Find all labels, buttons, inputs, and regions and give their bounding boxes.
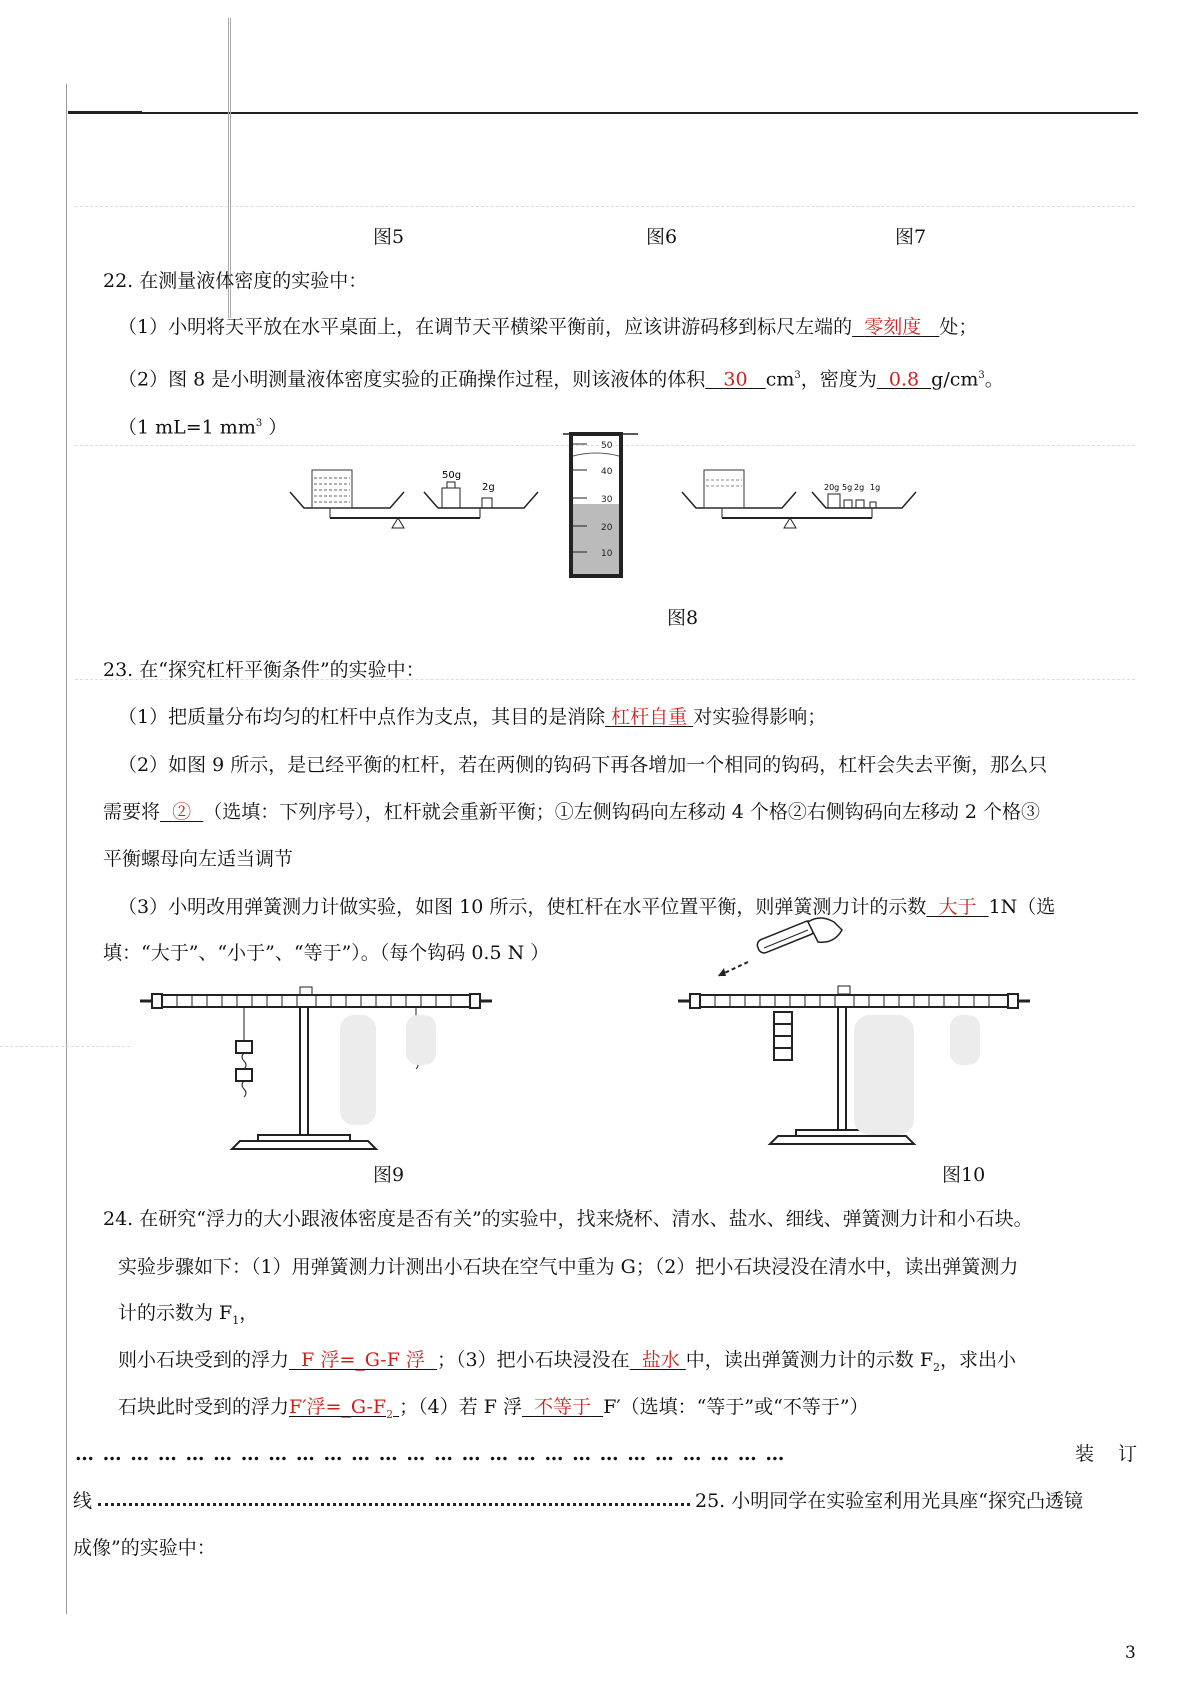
binding-label-zhuang: 装 xyxy=(1075,1443,1095,1465)
faint-rule-1 xyxy=(75,206,1135,207)
fig8-weight-20g: 20g xyxy=(824,483,840,492)
q22-answer-density: 0.8 xyxy=(888,368,920,391)
q22-stem: 22. 在测量液体密度的实验中： xyxy=(103,270,368,292)
binding-dotted-leader xyxy=(98,1503,690,1506)
q24-l3-post: ， xyxy=(239,1302,259,1324)
cyl-tick-50: 50 xyxy=(601,441,613,451)
q23-p3-post: 1N（选 xyxy=(988,896,1056,918)
q25-line1: 25. 小明同学在实验室利用光具座“探究凸透镜 xyxy=(695,1490,1083,1512)
q22-p3-post: ） xyxy=(268,416,288,439)
binding-dots: … … … … … … … … … … … … … … … … … … … … … … … … … … xyxy=(75,1443,786,1465)
q24-line3 xyxy=(118,1300,258,1334)
fig9-lever xyxy=(140,985,540,1165)
fig8-balance-right xyxy=(682,470,902,550)
q24-line5 xyxy=(118,1394,869,1428)
q24-l4-end: ，求出小 xyxy=(940,1349,1017,1371)
fig8-weight-5g: 5g xyxy=(842,483,853,492)
q22-sup-3: 3 xyxy=(255,418,263,429)
q24-l5-mid: ；（4）若 F 浮 xyxy=(399,1396,522,1418)
q23-answer-greater: 大于 xyxy=(938,896,977,918)
q24-l4-mid: ；（3）把小石块浸没在 xyxy=(437,1349,630,1371)
q23-part2-l2 xyxy=(103,799,1040,825)
fig8-weight-2g-b: 2g xyxy=(854,483,865,492)
fig8-weight-2g: 2g xyxy=(482,482,495,493)
binding-label-xian: 线 xyxy=(73,1490,93,1512)
q22-p2-pre: （2）图 8 是小明测量液体密度实验的正确操作过程，则该液体的体积 xyxy=(118,368,706,391)
q22-p3: （1 mL=1 mm xyxy=(118,416,256,439)
q23-answer-self-weight: 杠杆自重 xyxy=(611,706,688,728)
page-number: 3 xyxy=(1125,1643,1136,1663)
q22-answer-zero-mark: 零刻度 xyxy=(864,316,922,338)
q25-line2: 成像”的实验中： xyxy=(73,1537,216,1559)
q23-answer-option: ② xyxy=(172,801,192,823)
fig10-lever-spring-scale xyxy=(678,920,1098,1170)
q24-line4 xyxy=(118,1347,1016,1381)
q22-part3 xyxy=(118,411,287,440)
fig7-caption: 图7 xyxy=(895,226,927,248)
fig5-caption: 图5 xyxy=(373,226,405,248)
q23-p2-post: （选填：下列序号），杠杆就会重新平衡；①左侧钩码向左移动 4 个格②右侧钩码向左移动 2 个格③ xyxy=(203,801,1041,823)
fig8-weight-50g: 50g xyxy=(442,470,462,481)
faint-rule-4 xyxy=(0,1046,130,1047)
fig9-caption: 图9 xyxy=(373,1164,405,1186)
q23-part3-l1 xyxy=(118,894,1055,920)
q24-l5-pre: 石块此时受到的浮力 xyxy=(118,1396,290,1418)
fig10-caption: 图10 xyxy=(942,1164,986,1186)
q22-sup-1: 3 xyxy=(794,370,801,381)
binding-margin-line xyxy=(66,84,67,1614)
q22-p1-pre: （1）小明将天平放在水平桌面上，在调节天平横梁平衡前，应该讲游码移到标尺左端的 xyxy=(118,316,853,338)
q23-part3-l2: 填：“大于”、“小于”、“等于”）。（每个钩码 0.5 N ） xyxy=(103,942,550,964)
q24-l3-sub: 1 xyxy=(232,1313,240,1327)
q24-l4-post: 中，读出弹簧测力计的示数 F xyxy=(685,1349,934,1371)
q24-l5-post: F′（选填：“等于”或“不等于”） xyxy=(603,1396,869,1418)
q24-l3-pre: 计的示数为 F xyxy=(118,1302,233,1324)
q22-p1-post: 处； xyxy=(939,316,978,338)
fig8-balance-left xyxy=(290,470,510,550)
cyl-tick-40: 40 xyxy=(601,467,613,477)
q22-part1 xyxy=(118,314,977,340)
q23-part2-l1: （2）如图 9 所示，是已经平衡的杠杆，若在两侧的钩码下再各增加一个相同的钩码，杠杆会失去平衡，那么只 xyxy=(118,754,1048,776)
q23-p2-pre: 需要将 xyxy=(103,801,161,823)
q22-answer-volume: 30 xyxy=(723,368,748,391)
q24-l4-pre: 则小石块受到的浮力 xyxy=(118,1349,290,1371)
cyl-tick-30: 30 xyxy=(601,495,613,505)
q23-part2-l3: 平衡螺母向左适当调节 xyxy=(103,848,294,870)
cyl-tick-10: 10 xyxy=(601,549,613,559)
q24-l4-sub: 2 xyxy=(933,1360,941,1374)
fig8-graduated-cylinder xyxy=(563,432,643,582)
q23-stem: 23. 在“探究杠杆平衡条件”的实验中： xyxy=(103,659,425,681)
fig8-weight-1g: 1g xyxy=(870,483,881,492)
q23-p1-pre: （1）把质量分布均匀的杠杆中点作为支点，其目的是消除 xyxy=(118,706,606,728)
q24-l5-sub: 2 xyxy=(386,1407,394,1421)
q24-stem: 24. 在研究“浮力的大小跟液体密度是否有关”的实验中，找来烧杯、清水、盐水、细线、弹簧测力计和小石块。 xyxy=(103,1208,1033,1230)
binding-label-ding: 订 xyxy=(1118,1443,1138,1465)
q24-answer-buoyancy: F 浮=_G-F 浮 xyxy=(301,1349,425,1371)
q22-unit-gcm: g/cm xyxy=(931,368,979,391)
q24-answer-saltwater: 盐水 xyxy=(641,1349,680,1371)
fig8-caption: 图8 xyxy=(667,607,699,629)
fig6-caption: 图6 xyxy=(646,226,678,248)
q22-part2: （2）图 8 是小明测量液体密度实验的正确操作过程，则该液体的体积 30 $cm^3$，密度为 0.8 $g/cm^3$。 xyxy=(118,368,1004,391)
q24-line2: 实验步骤如下：（1）用弹簧测力计测出小石块在空气中重为 G；（2）把小石块浸没在清水中，读出弹簧测力 xyxy=(118,1256,1019,1278)
q23-p3-pre: （3）小明改用弹簧测力计做实验，如图 10 所示，使杠杆在水平位置平衡，则弹簧测力计的示数 xyxy=(118,896,927,918)
top-rule-left-accent xyxy=(68,111,142,114)
q23-p1-post: 对实验得影响； xyxy=(693,706,827,728)
q22-unit-cm: cm xyxy=(765,368,795,391)
cyl-tick-20: 20 xyxy=(601,523,613,533)
q22-sup-2: 3 xyxy=(978,370,985,381)
q22-p2-mid: ，密度为 xyxy=(800,368,877,391)
q24-answer-not-equal: 不等于 xyxy=(534,1396,592,1418)
q23-part1 xyxy=(118,704,826,730)
q24-answer-buoyancy2: F′浮=_G-F xyxy=(289,1396,387,1418)
